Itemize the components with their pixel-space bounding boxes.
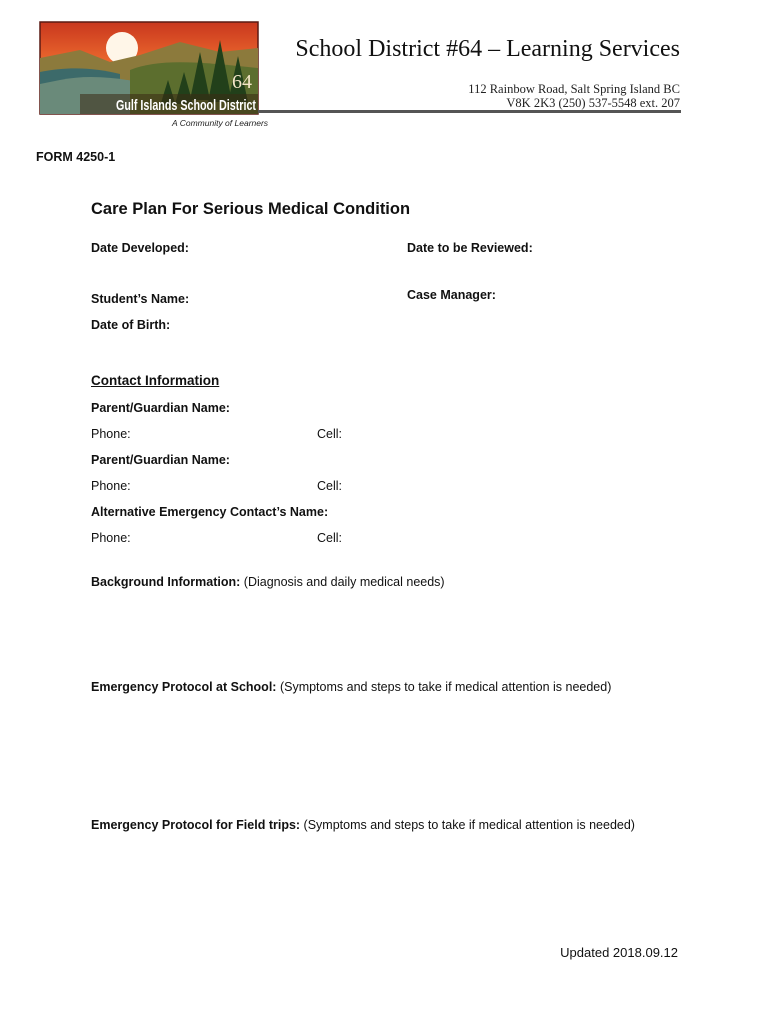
school-protocol-desc: (Symptoms and steps to take if medical attention is needed) <box>276 680 612 694</box>
guardian-1-cell-label: Cell: <box>317 427 343 441</box>
logo-number: 64 <box>232 71 252 93</box>
school-protocol-label: Emergency Protocol at School: <box>91 680 277 694</box>
case-manager-label: Case Manager: <box>407 288 496 302</box>
guardian-1-phone-label: Phone: <box>91 427 131 441</box>
background-info <box>91 575 445 589</box>
guardian-1-label: Parent/Guardian Name: <box>91 401 230 415</box>
logo-tagline: A Community of Learners <box>172 118 269 128</box>
contact-info-heading: Contact Information <box>91 373 220 388</box>
school-protocol <box>91 680 611 694</box>
background-info-label: Background Information: <box>91 575 241 589</box>
date-reviewed-label: Date to be Reviewed: <box>407 241 533 255</box>
header-divider <box>258 110 681 113</box>
field-trip-protocol-desc: (Symptoms and steps to take if medical attention is needed) <box>300 818 635 832</box>
date-of-birth-label: Date of Birth: <box>91 318 171 332</box>
document-title: Care Plan For Serious Medical Condition <box>91 200 411 218</box>
guardian-2-label: Parent/Guardian Name: <box>91 453 230 467</box>
date-developed-label: Date Developed: <box>91 241 189 255</box>
field-trip-protocol-label: Emergency Protocol for Field trips: <box>91 818 301 832</box>
district-logo <box>40 22 269 130</box>
form-number: FORM 4250-1 <box>36 150 116 164</box>
alt-contact-cell-label: Cell: <box>317 531 343 545</box>
address-line-2: V8K 2K3 (250) 537-5548 ext. 207 <box>506 96 680 110</box>
student-name-label: Student’s Name: <box>91 292 190 306</box>
guardian-2-cell-label: Cell: <box>317 479 343 493</box>
alt-contact-label: Alternative Emergency Contact’s Name: <box>91 505 329 519</box>
background-info-desc: (Diagnosis and daily medical needs) <box>240 575 445 589</box>
field-trip-protocol <box>91 818 635 832</box>
address-line-1: 112 Rainbow Road, Salt Spring Island BC <box>468 82 680 96</box>
alt-contact-phone-label: Phone: <box>91 531 131 545</box>
logo-title: Gulf Islands School District <box>116 97 256 114</box>
guardian-2-phone-label: Phone: <box>91 479 131 493</box>
updated-date: Updated 2018.09.12 <box>560 945 678 960</box>
page-title: School District #64 – Learning Services <box>295 36 680 62</box>
